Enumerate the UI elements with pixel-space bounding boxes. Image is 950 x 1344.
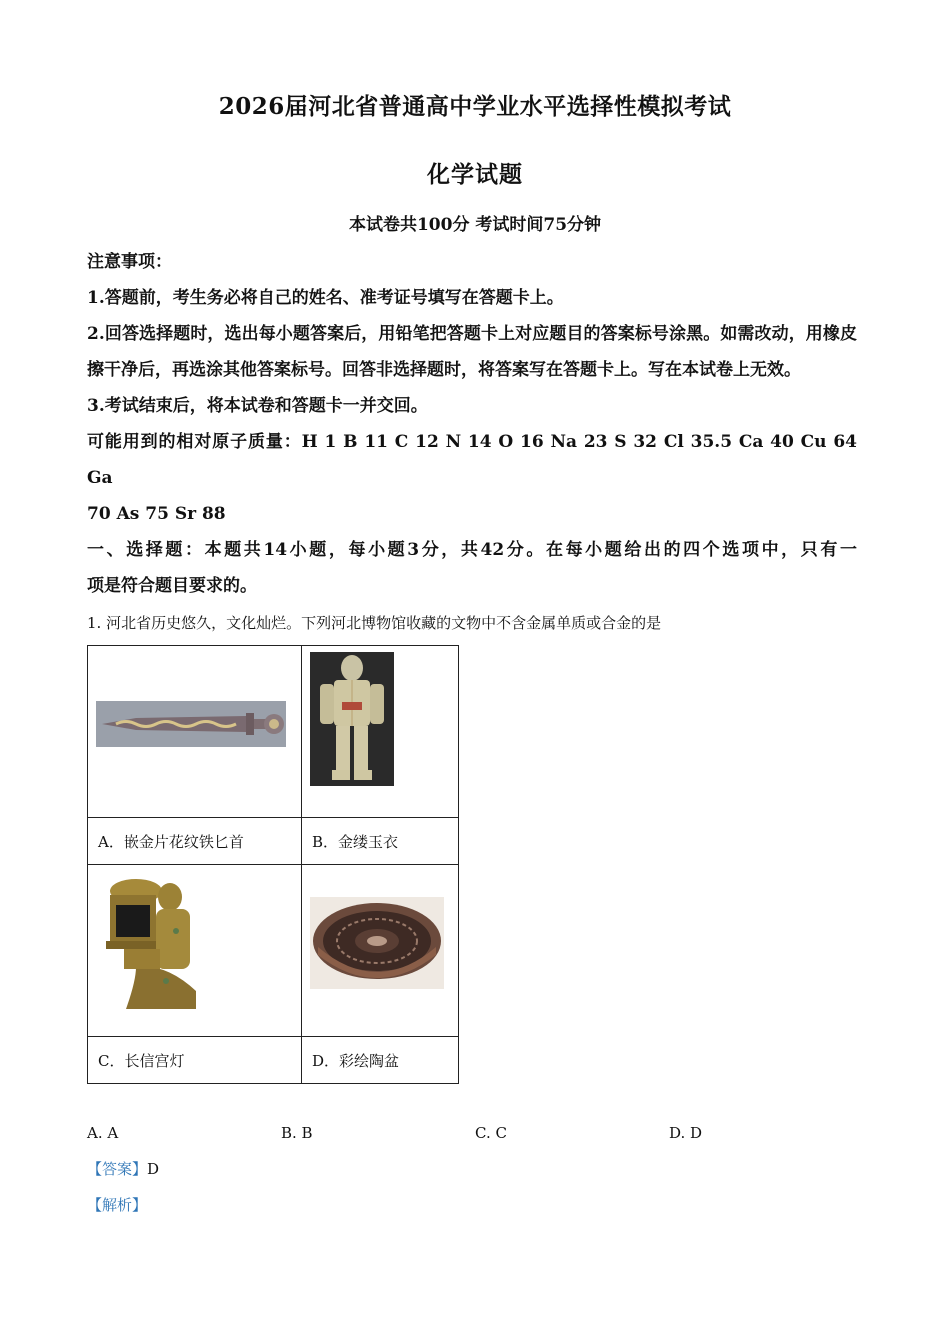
choice-c[interactable]: C. C [475,1124,507,1142]
section1-heading-line1: 一、选择题：本题共14小题，每小题3分，共42分。在每小题给出的四个选项中，只有一 [87,540,857,560]
option-b-image-cell [302,646,459,818]
answer-line [87,1158,159,1179]
exam-title: 2026届河北省普通高中学业水平选择性模拟考试 [218,93,732,120]
pottery-basin-image [310,897,444,989]
note-item-3: 3.考试结束后，将本试卷和答题卡一并交回。 [87,396,428,416]
section1-heading-line2: 项是符合题目要求的。 [87,576,257,596]
options-table [87,645,459,1084]
answer-value: D [147,1160,160,1178]
note-item-2: 2.回答选择题时，选出每小题答案后，用铅笔把答题卡上对应题目的答案标号涂黑。如需改动，用橡皮擦干净后，再选涂其他答案标号。回答非选择题时，将答案写在答题卡上。写在本试卷上无效。 [87,324,857,380]
answer-tag: 【答案】 [87,1160,148,1178]
analysis-line [87,1194,147,1215]
note-item-1: 1.答题前，考生务必将自己的姓名、准考证号填写在答题卡上。 [87,288,564,308]
dagger-image [96,701,286,747]
option-a-image-cell [88,646,302,818]
atomic-masses-line1: 可能用到的相对原子质量：H 1 B 11 C 12 N 14 O 16 Na 23 S 32 Cl 35.5 Ca 40 Cu 64 Ga [87,432,857,488]
notes-heading: 注意事项： [87,252,172,272]
palace-lamp-image [96,871,202,1011]
subject-title: 化学试题 [427,161,523,188]
option-c-label: C．长信宫灯 [88,1037,302,1084]
question-1-stem: 1. 河北省历史悠久，文化灿烂。下列河北博物馆收藏的文物中不含金属单质或合金的是 [87,614,662,632]
option-d-image-cell [302,865,459,1037]
choice-b[interactable]: B. B [281,1124,313,1142]
option-a-label: A．嵌金片花纹铁匕首 [88,818,302,865]
option-b-label: B．金缕玉衣 [302,818,459,865]
atomic-masses-line2: 70 As 75 Sr 88 [87,504,226,524]
notes-section [87,244,857,604]
exam-info: 本试卷共100分 考试时间75分钟 [348,215,602,235]
analysis-tag: 【解析】 [87,1196,148,1214]
choice-d[interactable]: D. D [669,1124,703,1142]
option-d-label: D．彩绘陶盆 [302,1037,459,1084]
jade-suit-image [310,652,394,786]
choice-a[interactable]: A. A [87,1124,119,1142]
option-c-image-cell [88,865,302,1037]
